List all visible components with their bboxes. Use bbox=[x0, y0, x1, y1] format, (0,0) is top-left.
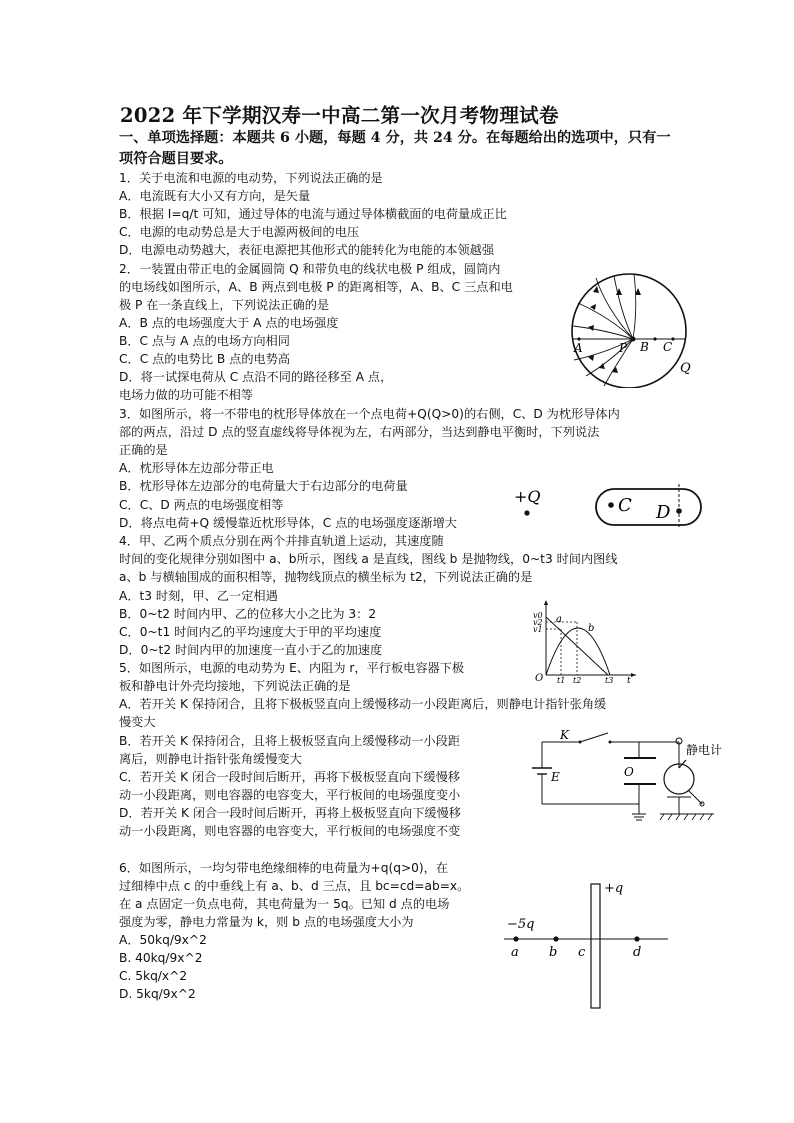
q2-label-p: P bbox=[619, 341, 628, 355]
q5-stem-line2: 板和静电计外壳均接地，下列说法正确的是 bbox=[119, 679, 351, 693]
q4-option-d: D．0~t2 时间内甲的加速度一直小于乙的加速度 bbox=[119, 643, 383, 657]
q4-velocity-time-graph bbox=[530, 597, 640, 683]
q2-stem-line2: 的电场线如图所示，A、B 两点到电极 P 的距离相等，A、B、C 三点和电 bbox=[119, 280, 513, 294]
q5-stem-line1: 5．如图所示，电源的电动势为 E、内阻为 r，平行板电容器下极 bbox=[119, 661, 465, 675]
q4-label-t1: t1 bbox=[557, 676, 566, 683]
section-heading: 一、单项选择题：本题共 6 小题，每题 4 分，共 24 分。在每题给出的选项中，只有一项符合题目要求。 bbox=[119, 130, 671, 167]
q6-option-d: D. 5kq/9x^2 bbox=[119, 987, 196, 1001]
q4-label-a: a bbox=[556, 614, 562, 625]
q3-option-b: B．枕形导体左边部分的电荷量大于右边部分的电荷量 bbox=[119, 479, 408, 493]
q4-stem-line3: a、b 与横轴围成的面积相等，抛物线顶点的横坐标为 t2，下列说法正确的是 bbox=[119, 570, 533, 584]
q2-label-a: A bbox=[574, 341, 583, 355]
q6-stem-line4: 强度为零，静电力常量为 k，则 b 点的电场强度大小为 bbox=[119, 915, 414, 929]
q5-label-e: E bbox=[551, 770, 560, 784]
q6-label-minus-5q: −5q bbox=[507, 917, 535, 932]
q6-label-d: d bbox=[633, 945, 642, 960]
q5-circuit-figure bbox=[524, 724, 724, 824]
q2-option-c: C．C 点的电势比 B 点的电势高 bbox=[119, 352, 291, 366]
q4-label-v0: v0 bbox=[533, 611, 543, 620]
q5-option-b-line1: B．若开关 K 保持闭合，且将上极板竖直向上缓慢移动一小段距 bbox=[119, 734, 460, 748]
q3-label-d: D bbox=[656, 502, 671, 523]
q2-label-b: B bbox=[640, 340, 649, 354]
q4-label-v1: v1 bbox=[533, 625, 543, 634]
q4-stem-line1: 4．甲、乙两个质点分别在两个并排直轨道上运动，其速度随 bbox=[119, 534, 444, 548]
q4-label-t: t bbox=[627, 676, 631, 683]
q3-label-plus-q: +Q bbox=[514, 487, 541, 506]
q1-option-d: D．电源电动势越大，表征电源把其他形式的能转化为电能的本领越强 bbox=[119, 243, 495, 257]
q4-option-c: C．0~t1 时间内乙的平均速度大于甲的平均速度 bbox=[119, 625, 382, 639]
q3-conductor-figure bbox=[508, 480, 708, 530]
q4-stem-line2: 时间的变化规律分别如图中 a、b所示，图线 a 是直线，图线 b 是抛物线，0~t3 时间内图线 bbox=[119, 552, 618, 566]
q5-option-a-line2: 慢变大 bbox=[119, 715, 156, 729]
q4-option-a: A．t3 时刻，甲、乙一定相遇 bbox=[119, 589, 278, 603]
q3-option-a: A．枕形导体左边部分带正电 bbox=[119, 461, 274, 475]
q4-label-b: b bbox=[588, 623, 595, 634]
q6-label-b: b bbox=[549, 945, 558, 960]
q2-option-d-line2: 电场力做的功可能不相等 bbox=[119, 388, 254, 402]
q6-stem-line1: 6．如图所示，一均匀带电绝缘细棒的电荷量为+q(q>0)，在 bbox=[119, 861, 449, 875]
q6-stem-line3: 在 a 点固定一负点电荷，其电荷量为一 5q。已知 d 点的电场 bbox=[119, 897, 450, 911]
q3-stem-line3: 正确的是 bbox=[119, 443, 168, 457]
q1-option-b: B．根据 I=q/t 可知，通过导体的电流与通过导体横截面的电荷量成正比 bbox=[119, 207, 507, 221]
q2-option-d-line1: D．将一试探电荷从 C 点沿不同的路径移至 A 点， bbox=[119, 370, 393, 384]
q1-stem: 1．关于电流和电源的电动势，下列说法正确的是 bbox=[119, 171, 383, 185]
q5-option-c-line2: 动一小段距离，则电容器的电容变大，平行板间的电场强度变小 bbox=[119, 788, 461, 802]
q2-option-a: A．B 点的电场强度大于 A 点的电场强度 bbox=[119, 316, 339, 330]
q6-label-plus-q: +q bbox=[604, 881, 624, 896]
q6-option-b: B. 40kq/9x^2 bbox=[119, 951, 203, 965]
q2-stem-line1: 2．一装置由带正电的金属圆筒 Q 和带负电的线状电极 P 组成，圆筒内 bbox=[119, 262, 501, 276]
q2-label-c: C bbox=[663, 340, 673, 354]
q2-stem-line3: 极 P 在一条直线上，下列说法正确的是 bbox=[119, 298, 330, 312]
q5-option-c-line1: C．若开关 K 闭合一段时间后断开，再将下极板竖直向下缓慢移 bbox=[119, 770, 461, 784]
q2-option-b: B．C 点与 A 点的电场方向相同 bbox=[119, 334, 290, 348]
q3-option-d: D．将点电荷+Q 缓慢靠近枕形导体，C 点的电场强度逐渐增大 bbox=[119, 516, 457, 530]
q4-option-b: B．0~t2 时间内甲、乙的位移大小之比为 3：2 bbox=[119, 607, 377, 621]
q4-label-v2: v2 bbox=[533, 618, 543, 627]
q4-label-t3: t3 bbox=[605, 676, 614, 683]
page-title: 2022 年下学期汉寿一中高二第一次月考物理试卷 bbox=[120, 104, 559, 127]
q3-option-c: C．C、D 两点的电场强度相等 bbox=[119, 498, 284, 512]
q4-label-t2: t2 bbox=[573, 676, 582, 683]
q6-option-c: C. 5kq/x^2 bbox=[119, 969, 188, 983]
q6-label-c: c bbox=[578, 945, 586, 960]
q5-option-d-line1: D．若开关 K 闭合一段时间后断开，再将上极板竖直向下缓慢移 bbox=[119, 806, 461, 820]
q1-option-c: C．电源的电动势总是大于电源两极间的电压 bbox=[119, 225, 360, 239]
q3-stem-line1: 3．如图所示，将一不带电的枕形导体放在一个点电荷+Q(Q>0)的右侧，C、D 为枕形导体内 bbox=[119, 407, 620, 421]
q5-option-a-line1: A．若开关 K 保持闭合，且将下极板竖直向上缓慢移动一小段距离后，则静电计指针张角缓 bbox=[119, 697, 607, 711]
q6-charged-rod-figure bbox=[500, 876, 670, 1016]
q5-label-k: K bbox=[560, 728, 569, 742]
q4-label-origin: O bbox=[535, 673, 544, 683]
q5-option-d-line2: 动一小段距离，则电容器的电容变大，平行板间的电场强度不变 bbox=[119, 824, 461, 838]
q6-option-a: A．50kq/9x^2 bbox=[119, 933, 207, 947]
q2-label-q: Q bbox=[680, 361, 691, 376]
q5-label-o: O bbox=[624, 765, 634, 779]
q3-stem-line2: 部的两点，沿过 D 点的竖直虚线将导体视为左，右两部分，当达到静电平衡时，下列说法 bbox=[119, 425, 600, 439]
q3-label-c: C bbox=[618, 495, 632, 516]
q2-cylinder-field-figure bbox=[566, 268, 696, 388]
q5-label-electrometer: 静电计 bbox=[686, 743, 723, 757]
q6-label-a: a bbox=[511, 945, 519, 960]
q5-option-b-line2: 离后，则静电计指针张角缓慢变大 bbox=[119, 752, 302, 766]
q6-stem-line2: 过细棒中点 c 的中垂线上有 a、b、d 三点，且 bc=cd=ab=x。 bbox=[119, 879, 470, 893]
q1-option-a: A．电流既有大小又有方向，是矢量 bbox=[119, 189, 311, 203]
